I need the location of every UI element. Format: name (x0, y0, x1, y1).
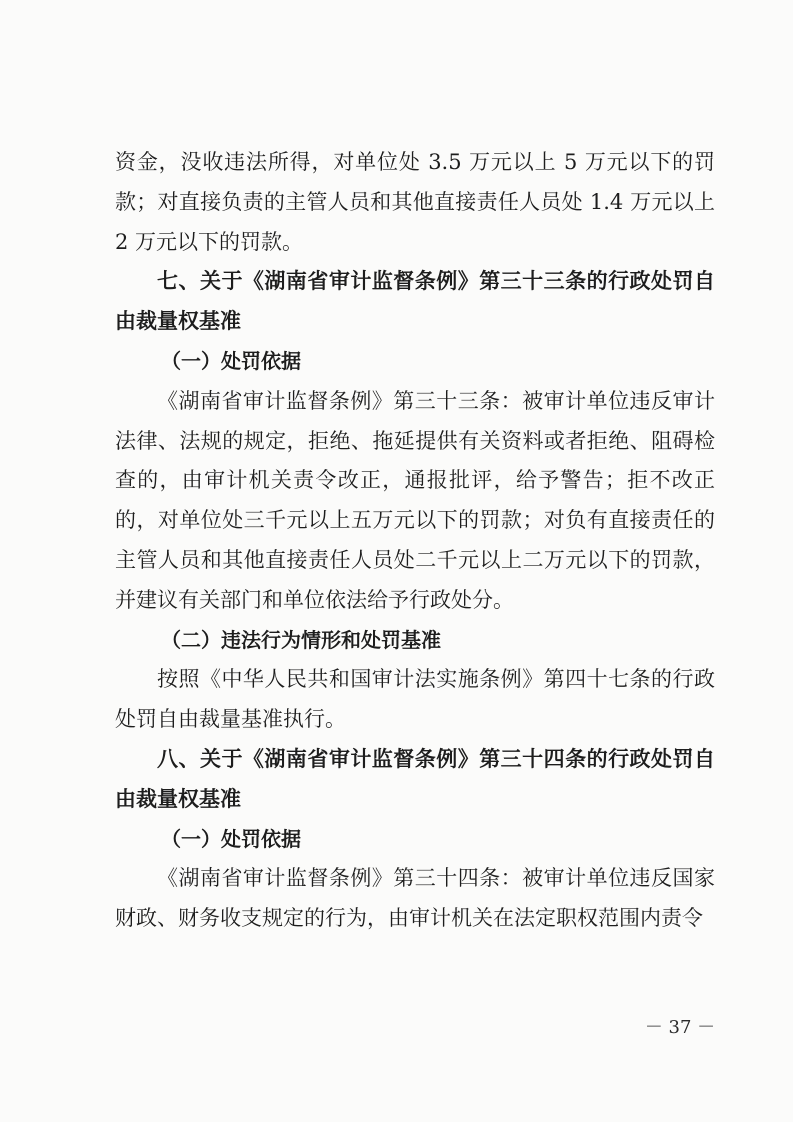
paragraph-implementation-reference: 按照《中华人民共和国审计法实施条例》第四十七条的行政处罚自由裁量基准执行。 (115, 667, 715, 732)
subheading-penalty-basis-eight: （一）处罚依据 (161, 826, 301, 851)
section-heading-eight: 八、关于《湖南省审计监督条例》第三十四条的行政处罚自由裁量权基准 (115, 746, 715, 811)
subheading-violation-standards: （二）违法行为情形和处罚基准 (161, 627, 441, 652)
section-heading-seven: 七、关于《湖南省审计监督条例》第三十三条的行政处罚自由裁量权基准 (115, 269, 715, 334)
page-number: － 37 － (644, 1017, 716, 1038)
paragraph-article-34: 《湖南省审计监督条例》第三十四条：被审计单位违反国家财政、财务收支规定的行为，由审计机关在法定职权范围内责令 (115, 866, 715, 931)
paragraph-article-33: 《湖南省审计监督条例》第三十三条：被审计单位违反审计法律、法规的规定，拒绝、拖延提供有关资料或者拒绝、阻碍检查的，由审计机关责令改正，通报批评，给予警告；拒不改正的，对单位处三千元以上五万元以下的罚款；对负有直接责任的主管人员和其他直接责任人员处二千元以上二万元以下的罚款，并建议有关部门和单位依法给予行政处分。 (115, 388, 715, 612)
document-body (115, 143, 715, 939)
subheading-penalty-basis: （一）处罚依据 (161, 348, 301, 373)
paragraph-continuation: 资金，没收违法所得，对单位处 3.5 万元以上 5 万元以下的罚款；对直接负责的主管人员和其他直接责任人员处 1.4 万元以上 2 万元以下的罚款。 (115, 150, 715, 254)
